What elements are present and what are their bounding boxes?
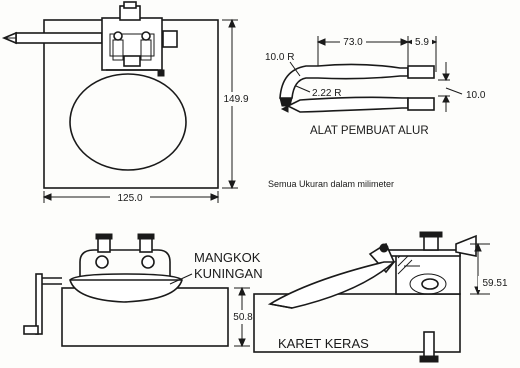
tool-flat-body bbox=[288, 97, 408, 112]
end-view-horn bbox=[456, 236, 476, 256]
top-view-height-label: 149.9 bbox=[223, 94, 249, 105]
side-crank-arm bbox=[36, 274, 42, 334]
brass-cup-tilted bbox=[270, 262, 394, 308]
tool-radius-top-label: 10.0 R bbox=[265, 52, 295, 63]
tool-hooked-body bbox=[280, 64, 408, 98]
brass-cup-side bbox=[70, 274, 182, 302]
brass-cup-top bbox=[70, 74, 186, 170]
side-crank-knob bbox=[24, 326, 38, 334]
grooving-tool bbox=[265, 35, 486, 137]
tool-caption: ALAT PEMBUAT ALUR bbox=[310, 125, 429, 137]
cup-label-line1: MANGKOK bbox=[194, 250, 261, 265]
base-height-label: 50.8 bbox=[233, 312, 253, 323]
tool-length-label: 73.0 bbox=[343, 37, 363, 48]
tool-tip-label: 5.9 bbox=[415, 37, 429, 48]
end-view-height-label: 59.51 bbox=[482, 278, 508, 289]
side-bracket bbox=[163, 31, 177, 47]
end-view bbox=[254, 232, 512, 362]
top-view-width-label: 125.0 bbox=[117, 193, 143, 204]
top-view bbox=[4, 2, 250, 204]
base-material-label: KARET KERAS bbox=[278, 336, 369, 351]
cup-label-line2: KUNINGAN bbox=[194, 266, 263, 281]
crank-handle-shaft bbox=[16, 33, 102, 43]
side-view bbox=[24, 234, 263, 346]
units-note: Semua Ukuran dalam milimeter bbox=[268, 179, 395, 189]
tool-thickness-label: 10.0 bbox=[466, 90, 486, 101]
tool-radius-inner-label: 2.22 R bbox=[312, 88, 342, 99]
